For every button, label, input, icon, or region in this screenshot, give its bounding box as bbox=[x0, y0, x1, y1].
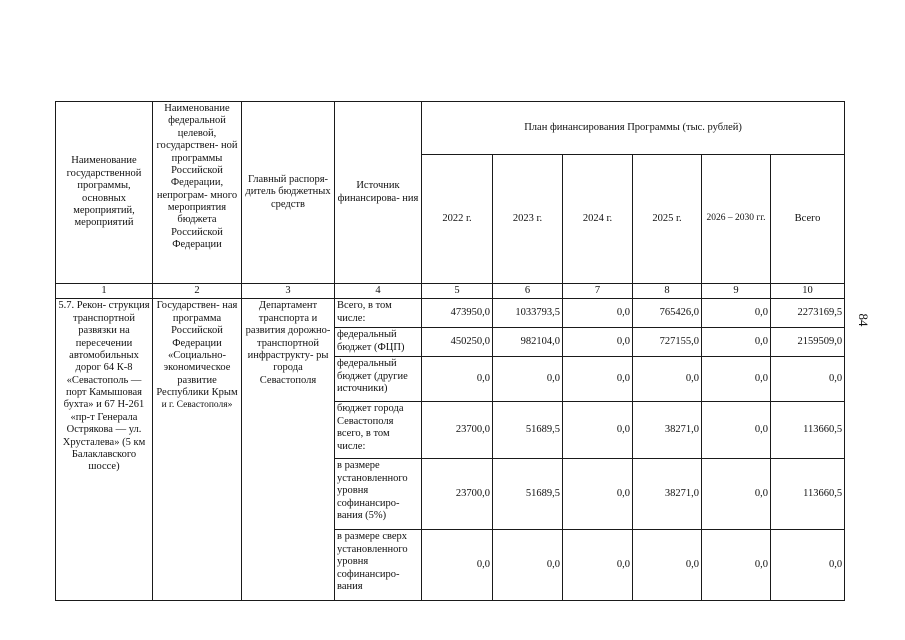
value-cell: 38271,0 bbox=[633, 459, 702, 530]
item-program-text-end: и г. Севастополя» bbox=[161, 400, 233, 411]
column-number: 6 bbox=[493, 284, 563, 299]
item-budget-manager: Департамент транспорта и развития дорожно- транспортной инфраструкту- ры города Севастополя bbox=[242, 299, 335, 601]
value-cell: 0,0 bbox=[563, 299, 633, 328]
header-year-2024: 2024 г. bbox=[563, 155, 633, 284]
item-program-text: Государствен- ная программа Российской Федерации «Социально- экономическое развитие Республики Крым bbox=[156, 300, 238, 398]
value-cell: 113660,5 bbox=[771, 402, 845, 459]
value-cell: 0,0 bbox=[563, 328, 633, 357]
value-cell: 0,0 bbox=[563, 530, 633, 601]
value-cell: 0,0 bbox=[563, 459, 633, 530]
value-cell: 0,0 bbox=[633, 530, 702, 601]
header-federal-program: Наименование федеральной целевой, государствен- ной программы Российской Федерации, непрограм- много мероприятия бюджета Российской Федерации bbox=[153, 102, 242, 284]
value-cell: 51689,5 bbox=[493, 402, 563, 459]
value-cell: 0,0 bbox=[493, 530, 563, 601]
column-number: 4 bbox=[335, 284, 422, 299]
header-total: Всего bbox=[771, 155, 845, 284]
page-number: 84 bbox=[856, 313, 871, 327]
value-cell: 51689,5 bbox=[493, 459, 563, 530]
value-cell: 473950,0 bbox=[422, 299, 493, 328]
value-cell: 0,0 bbox=[633, 357, 702, 402]
value-cell: 1033793,5 bbox=[493, 299, 563, 328]
column-number-row bbox=[56, 284, 845, 299]
value-cell: 0,0 bbox=[563, 357, 633, 402]
value-cell: 2159509,0 bbox=[771, 328, 845, 357]
value-cell: 982104,0 bbox=[493, 328, 563, 357]
header-budget-manager: Главный распоря- дитель бюджетных средств bbox=[242, 102, 335, 284]
value-cell: 0,0 bbox=[702, 402, 771, 459]
value-cell: 113660,5 bbox=[771, 459, 845, 530]
value-cell: 0,0 bbox=[702, 357, 771, 402]
column-number: 10 bbox=[771, 284, 845, 299]
header-financing-plan: План финансирования Программы (тыс. рублей) bbox=[422, 102, 845, 155]
value-cell: 0,0 bbox=[702, 459, 771, 530]
value-cell: 0,0 bbox=[563, 402, 633, 459]
value-cell: 2273169,5 bbox=[771, 299, 845, 328]
item-federal-program bbox=[153, 299, 242, 601]
header-year-2025: 2025 г. bbox=[633, 155, 702, 284]
funding-source: в размере сверх установленного уровня софинансиро- вания bbox=[335, 530, 422, 601]
value-cell: 0,0 bbox=[771, 357, 845, 402]
column-number: 8 bbox=[633, 284, 702, 299]
column-number: 1 bbox=[56, 284, 153, 299]
column-number: 7 bbox=[563, 284, 633, 299]
header-program-name: Наименование государственной программы, основных мероприятий, мероприятий bbox=[56, 102, 153, 284]
header-funding-source: Источник финансирова- ния bbox=[335, 102, 422, 284]
table-row bbox=[56, 299, 845, 328]
value-cell: 0,0 bbox=[702, 299, 771, 328]
value-cell: 23700,0 bbox=[422, 402, 493, 459]
funding-source: федеральный бюджет (другие источники) bbox=[335, 357, 422, 402]
value-cell: 450250,0 bbox=[422, 328, 493, 357]
funding-source: в размере установленного уровня софинансиро- вания (5%) bbox=[335, 459, 422, 530]
funding-source: Всего, в том числе: bbox=[335, 299, 422, 328]
funding-source: бюджет города Севастополя всего, в том числе: bbox=[335, 402, 422, 459]
value-cell: 0,0 bbox=[702, 530, 771, 601]
column-number: 3 bbox=[242, 284, 335, 299]
header-year-2022: 2022 г. bbox=[422, 155, 493, 284]
value-cell: 0,0 bbox=[422, 530, 493, 601]
value-cell: 0,0 bbox=[493, 357, 563, 402]
value-cell: 38271,0 bbox=[633, 402, 702, 459]
item-name: 5.7. Рекон- струкция транспортной развязки на пересечении автомобильных дорог 64 К-8 «Севастополь — порт Камышовая бухта» и 67 Н-261 «пр-т Генерала Острякова — ул. Хрусталева» (5 км Балаклавского шоссе) bbox=[56, 299, 153, 601]
header-year-2023: 2023 г. bbox=[493, 155, 563, 284]
value-cell: 727155,0 bbox=[633, 328, 702, 357]
value-cell: 23700,0 bbox=[422, 459, 493, 530]
column-number: 9 bbox=[702, 284, 771, 299]
header-row-1 bbox=[56, 102, 845, 155]
funding-source: федеральный бюджет (ФЦП) bbox=[335, 328, 422, 357]
value-cell: 0,0 bbox=[771, 530, 845, 601]
financing-table bbox=[55, 101, 845, 601]
column-number: 5 bbox=[422, 284, 493, 299]
value-cell: 765426,0 bbox=[633, 299, 702, 328]
value-cell: 0,0 bbox=[422, 357, 493, 402]
column-number: 2 bbox=[153, 284, 242, 299]
header-year-2026-2030: 2026 – 2030 гг. bbox=[702, 155, 771, 284]
value-cell: 0,0 bbox=[702, 328, 771, 357]
